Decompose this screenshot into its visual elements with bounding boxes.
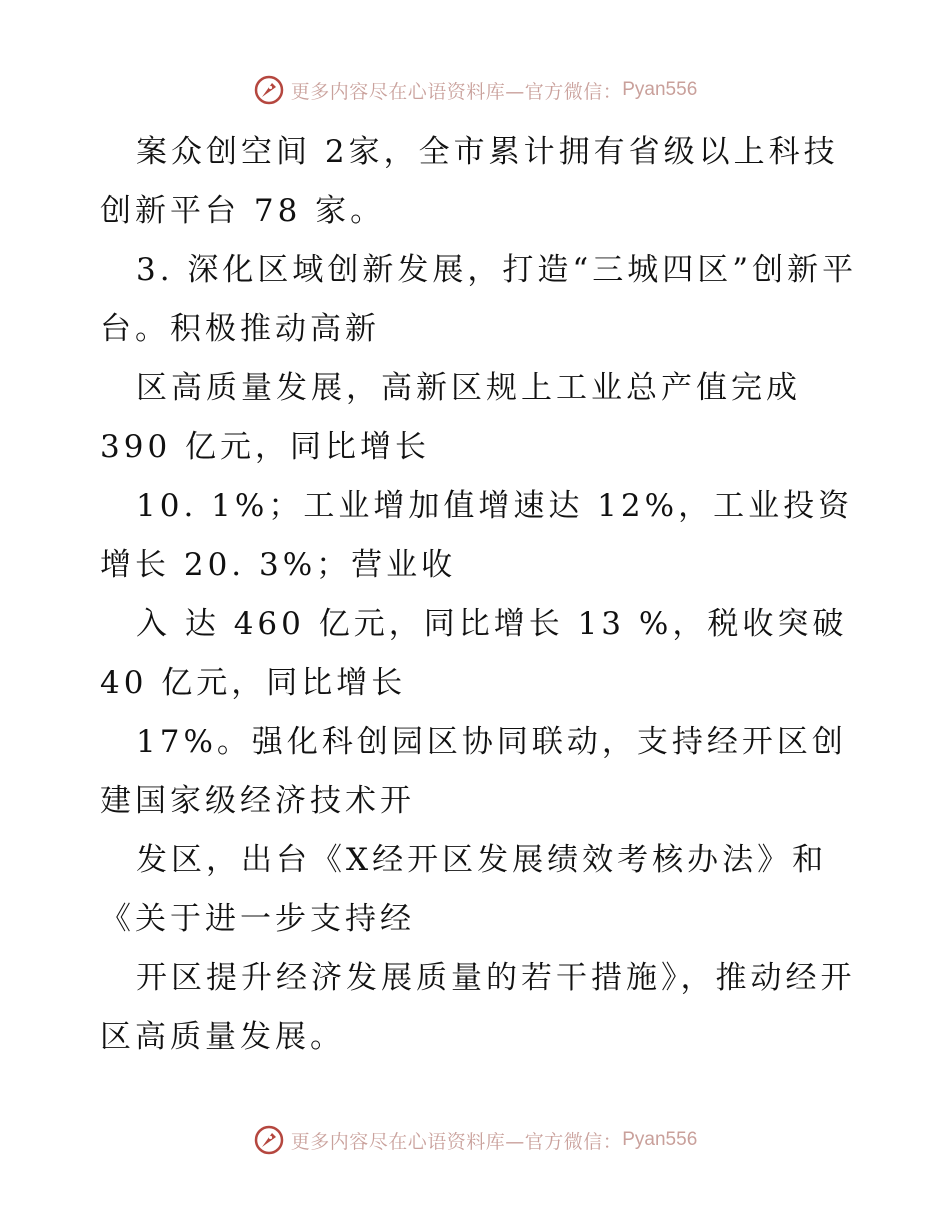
paragraph-2: 3. 深化区域创新发展，打造“三城四区”创新平台。积极推动高新 [100, 252, 858, 347]
document-body [100, 123, 870, 1067]
paragraph-6: 17%。强化科创园区协同联动，支持经开区创建国家级经济技术开 [100, 724, 847, 819]
pen-nib-logo-icon [253, 1124, 285, 1156]
watermark-text: 更多内容尽在心语资料库—官方微信： [290, 80, 623, 103]
paragraph-4: 10. 1%；工业增加值增速达 12%，工业投资增长 20. 3%；营业收 [100, 488, 854, 583]
paragraph-3: 区高质量发展，高新区规上工业总产值完成 390 亿元，同比增长 [100, 370, 801, 465]
watermark-text: 更多内容尽在心语资料库—官方微信： [290, 1130, 623, 1153]
pen-nib-logo-icon [253, 74, 285, 106]
paragraph-7: 发区，出台《X经开区发展绩效考核办法》和《关于进一步支持经 [100, 842, 828, 937]
paragraph-5: 入 达 460 亿元，同比增长 13 %，税收突破 40 亿元，同比增长 [100, 606, 848, 701]
watermark-wechat-id: Pyan556 [622, 79, 698, 100]
header-watermark [0, 70, 950, 110]
footer-watermark [0, 1120, 950, 1160]
paragraph-8: 开区提升经济发展质量的若干措施》，推动经开区高质量发展。 [100, 960, 856, 1055]
watermark-wechat-id: Pyan556 [622, 1129, 698, 1150]
paragraph-1: 案众创空间 2家，全市累计拥有省级以上科技创新平台 78 家。 [100, 134, 839, 229]
